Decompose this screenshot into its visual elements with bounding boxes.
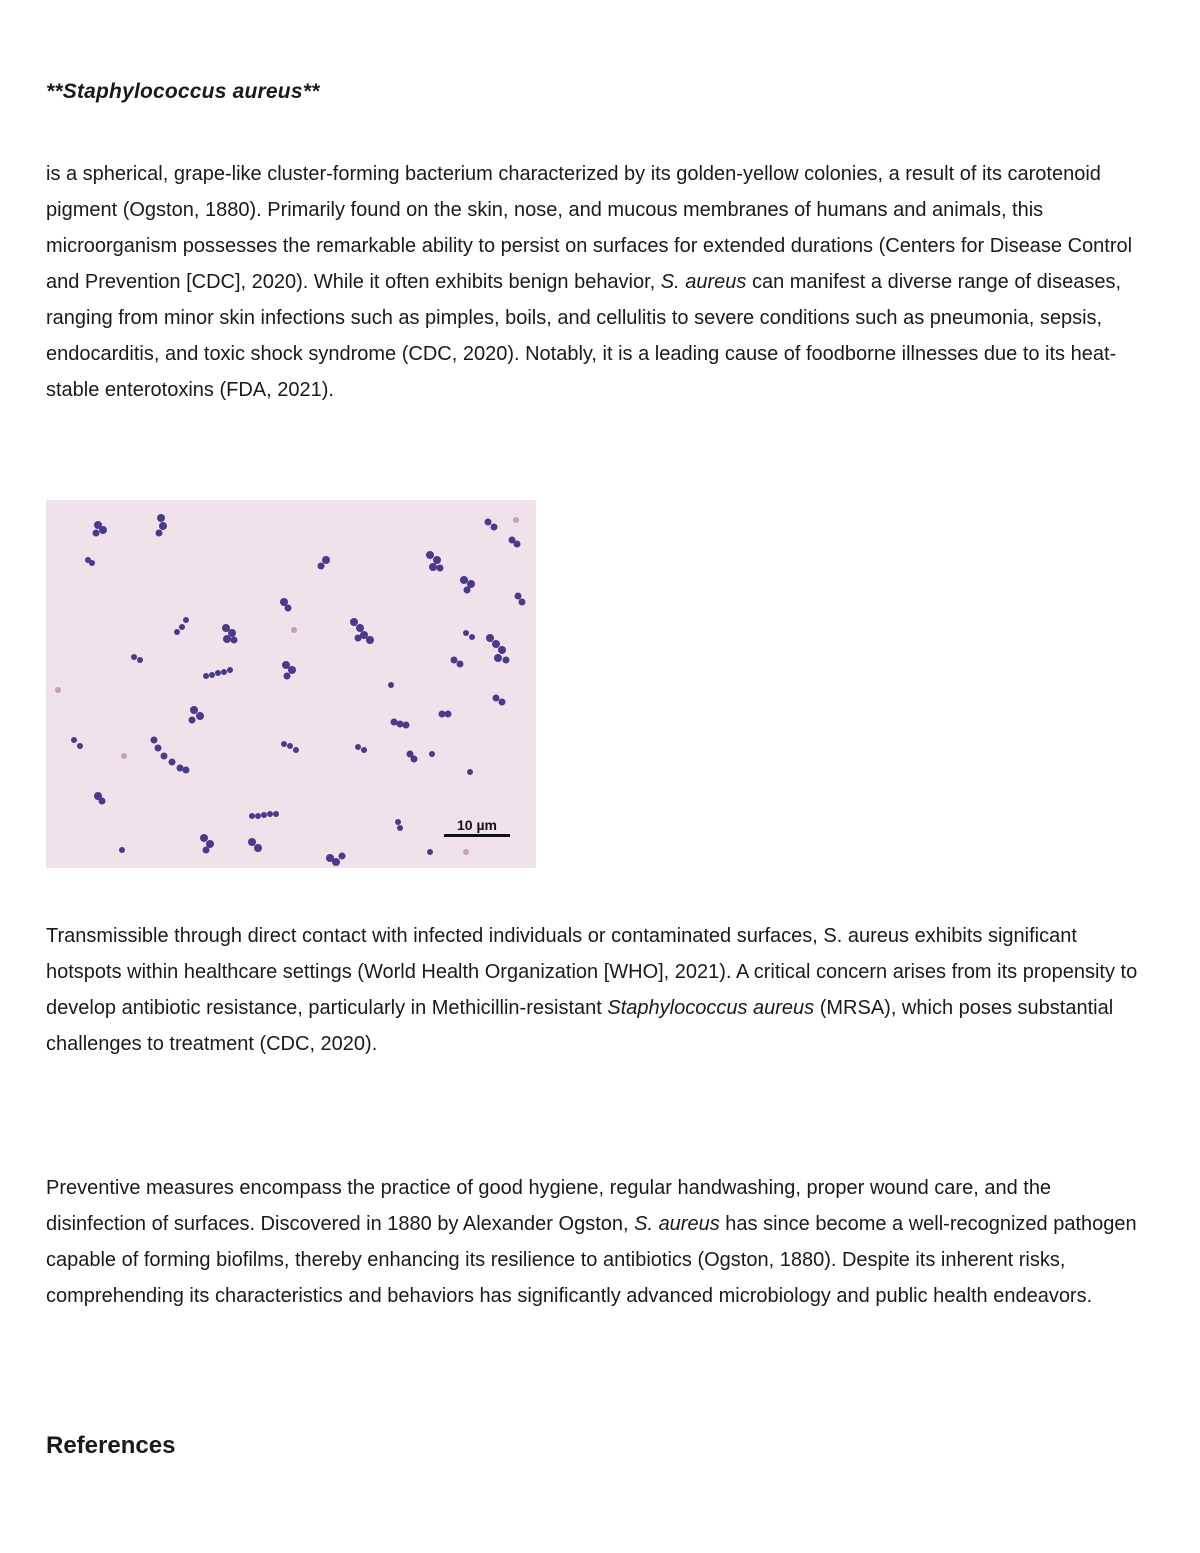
species-name: Staphylococcus aureus xyxy=(607,997,815,1019)
micrograph-image xyxy=(46,500,536,868)
paragraph-text: Preventive measures encompass the practice of good hygiene, regular handwashing, proper wound care, and the disinfection of surfaces. Discovered in 1880 by Alexander Ogston, xyxy=(46,1177,1052,1235)
paragraph-prevention xyxy=(46,1170,1156,1314)
paragraph-description xyxy=(46,156,1156,408)
species-name: S. aureus xyxy=(634,1213,720,1235)
paragraph-text: has since become a well-recognized pathogen capable of forming biofilms, thereby enhancing its resilience to antibiotics (Ogston, 1880). Despite its inherent risks, comprehending its characteristics and behaviors has significantly advanced microbiology and public health endeavors. xyxy=(46,1213,1137,1307)
species-name: S. aureus xyxy=(660,271,747,293)
article-title: **Staphylococcus aureus** xyxy=(46,80,320,103)
paragraph-transmission xyxy=(46,918,1156,1062)
paragraph-text: is a spherical, grape-like cluster-forming bacterium characterized by its golden-yellow colonies, a result of its carotenoid pigment (Ogston, 1880). Primarily found on the skin, nose, and mucous membranes of humans and animals, this microorganism possesses the remarkable ability to persist on surfaces for extended durations (Centers for Disease Control and Prevention [CDC], 2020). While it often exhibits benign behavior, xyxy=(46,163,1133,293)
gram-stain-micrograph xyxy=(46,500,536,868)
references-heading: References xyxy=(46,1432,176,1459)
paragraph-text: can manifest a diverse range of diseases, ranging from minor skin infections such as pimples, boils, and cellulitis to severe conditions such as pneumonia, sepsis, endocarditis, and toxic shock syndrome (CDC, 2020). Notably, it is a leading cause of foodborne illnesses due to its heat-stable enterotoxins (FDA, 2021). xyxy=(46,271,1122,401)
paragraph-text: Transmissible through direct contact with infected individuals or contaminated surfaces, S. aureus exhibits significant hotspots within healthcare settings (World Health Organization [WHO], 2021). A critical concern arises from its propensity to develop antibiotic resistance, particularly in Methicillin-resistant xyxy=(46,925,1138,1019)
scale-bar xyxy=(444,834,510,837)
scale-bar-label: 10 µm xyxy=(457,817,497,833)
paragraph-text: (MRSA), which poses substantial challenges to treatment (CDC, 2020). xyxy=(46,997,1114,1055)
